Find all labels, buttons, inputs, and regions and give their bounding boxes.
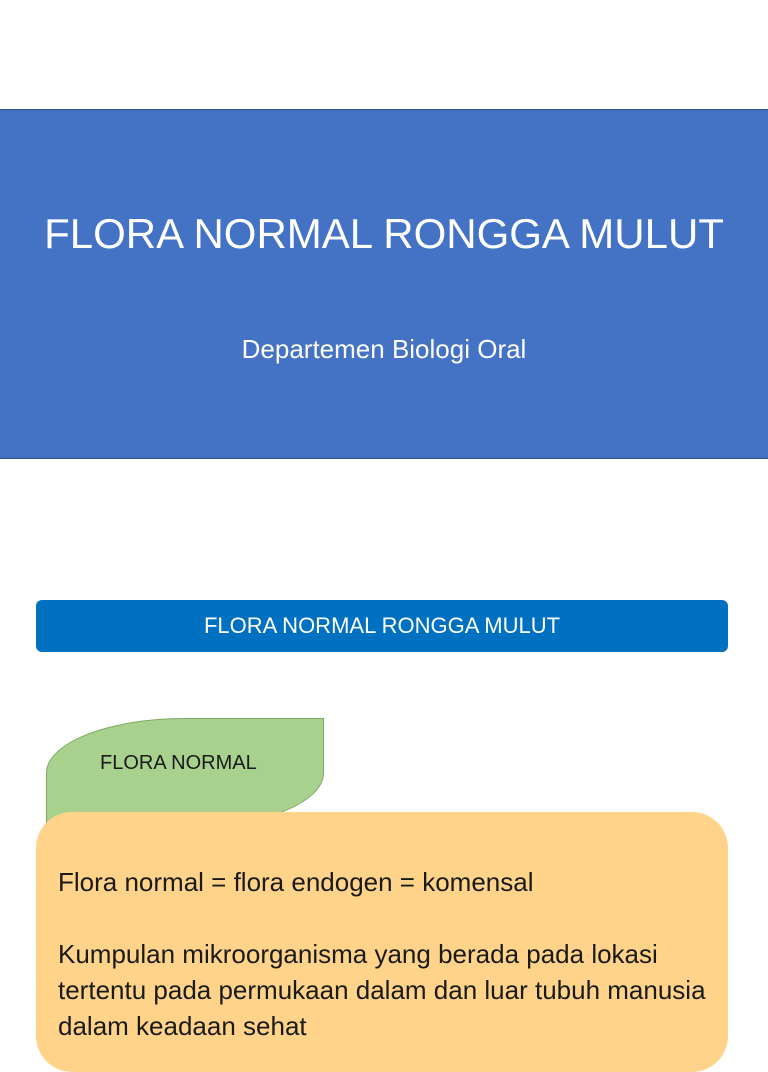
slide-title: FLORA NORMAL RONGGA MULUT bbox=[44, 210, 724, 257]
section-header: FLORA NORMAL RONGGA MULUT bbox=[36, 600, 728, 652]
definition-paragraph: Flora normal = flora endogen = komensal bbox=[58, 867, 534, 897]
description-paragraph: Kumpulan mikroorganisma yang berada pada lokasi tertentu pada permukaan dalam dan luar tubuh manusia dalam keadaan sehat bbox=[58, 939, 706, 1041]
slide-subtitle: Departemen Biologi Oral bbox=[241, 334, 527, 364]
content-text bbox=[58, 864, 718, 1044]
leaf-label: FLORA NORMAL bbox=[100, 752, 257, 774]
title-slide bbox=[0, 109, 768, 459]
